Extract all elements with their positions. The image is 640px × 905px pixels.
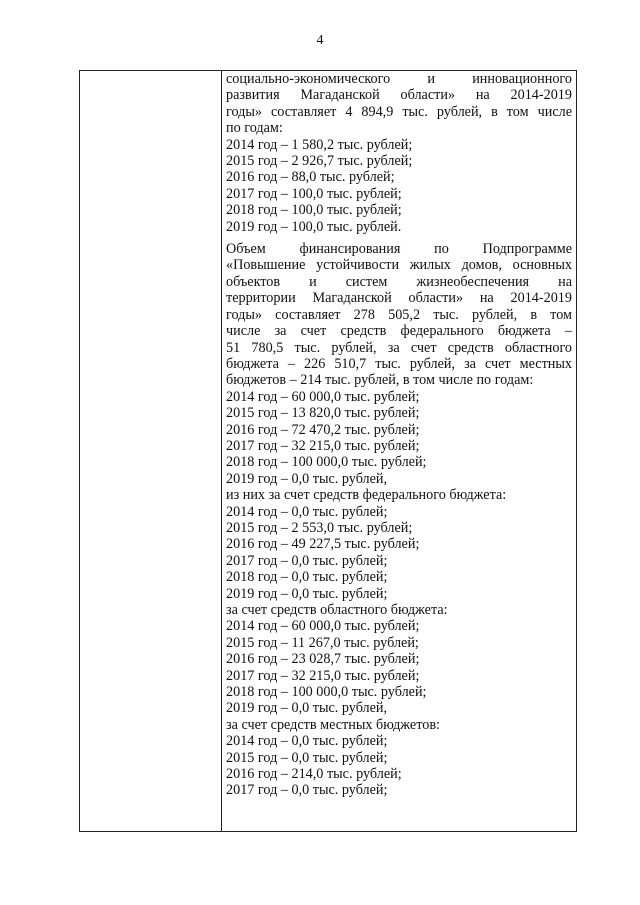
year-line: 2019 год – 0,0 тыс. рублей, bbox=[226, 470, 388, 487]
year-line: 2016 год – 49 227,5 тыс. рублей; bbox=[226, 536, 420, 553]
page-number: 4 bbox=[316, 33, 324, 48]
year-line: 2014 год – 0,0 тыс. рублей; bbox=[226, 733, 388, 750]
text-line: числе за счет средств федерального бюджета – bbox=[226, 323, 572, 340]
text-line: по годам: bbox=[226, 120, 283, 137]
year-line: 2018 год – 0,0 тыс. рублей; bbox=[226, 569, 388, 586]
year-line: 2014 год – 60 000,0 тыс. рублей; bbox=[226, 388, 420, 405]
regional-budget-heading: за счет средств областного бюджета: bbox=[226, 602, 448, 618]
year-line: 2016 год – 214,0 тыс. рублей; bbox=[226, 766, 402, 783]
year-line: 2017 год – 32 215,0 тыс. рублей; bbox=[226, 667, 420, 684]
column-divider bbox=[221, 71, 222, 831]
text-line: 51 780,5 тыс. рублей, за счет средств областного bbox=[226, 339, 572, 356]
paragraph-subprogram-funding bbox=[226, 241, 572, 799]
year-line: 2015 год – 11 267,0 тыс. рублей; bbox=[226, 634, 419, 651]
year-line: 2019 год – 100,0 тыс. рублей. bbox=[226, 218, 402, 235]
year-line: 2015 год – 2 553,0 тыс. рублей; bbox=[226, 519, 413, 536]
year-line: 2017 год – 0,0 тыс. рублей; bbox=[226, 552, 388, 569]
year-line: 2019 год – 0,0 тыс. рублей; bbox=[226, 585, 388, 602]
year-line: 2014 год – 0,0 тыс. рублей; bbox=[226, 503, 388, 520]
text-line: «Повышение устойчивости жилых домов, основных bbox=[226, 257, 572, 274]
text-line: территории Магаданской области» на 2014-2019 bbox=[226, 290, 572, 307]
text-line: годы» составляет 4 894,9 тыс. рублей, в том числе bbox=[226, 103, 572, 120]
year-line: 2019 год – 0,0 тыс. рублей, bbox=[226, 700, 388, 717]
year-line: 2017 год – 32 215,0 тыс. рублей; bbox=[226, 437, 420, 454]
table-right-column bbox=[226, 71, 572, 831]
year-line: 2018 год – 100,0 тыс. рублей; bbox=[226, 202, 402, 219]
local-budget-heading: за счет средств местных бюджетов: bbox=[226, 716, 440, 733]
year-line: 2017 год – 100,0 тыс. рублей; bbox=[226, 185, 402, 202]
year-line: 2018 год – 100 000,0 тыс. рублей; bbox=[226, 454, 427, 471]
year-line: 2018 год – 100 000,0 тыс. рублей; bbox=[226, 684, 427, 701]
document-table bbox=[79, 70, 577, 832]
text-line: бюджета – 226 510,7 тыс. рублей, за счет местных bbox=[226, 355, 572, 372]
year-line: 2016 год – 23 028,7 тыс. рублей; bbox=[226, 651, 420, 668]
text-line: объектов и систем жизнеобеспечения на bbox=[226, 273, 572, 290]
text-line: развития Магаданской области» на 2014-2019 bbox=[226, 87, 572, 104]
text-line: годы» составляет 278 505,2 тыс. рублей, в том bbox=[226, 306, 572, 323]
year-line: 2016 год – 88,0 тыс. рублей; bbox=[226, 169, 395, 186]
table-left-column bbox=[80, 71, 221, 831]
year-line: 2017 год – 0,0 тыс. рублей; bbox=[226, 782, 388, 799]
text-line: социально-экономического и инновационного bbox=[226, 71, 572, 87]
text-line: Объем финансирования по Подпрограмме bbox=[226, 241, 572, 258]
year-line: 2015 год – 13 820,0 тыс. рублей; bbox=[226, 405, 420, 422]
text-line: бюджетов – 214 тыс. рублей, в том числе по годам: bbox=[226, 372, 534, 389]
year-line: 2015 год – 2 926,7 тыс. рублей; bbox=[226, 153, 413, 170]
year-line: 2014 год – 60 000,0 тыс. рублей; bbox=[226, 618, 420, 635]
federal-budget-heading: из них за счет средств федерального бюджета: bbox=[226, 487, 507, 504]
year-line: 2016 год – 72 470,2 тыс. рублей; bbox=[226, 421, 420, 438]
year-line: 2015 год – 0,0 тыс. рублей; bbox=[226, 749, 388, 766]
year-line: 2014 год – 1 580,2 тыс. рублей; bbox=[226, 136, 413, 153]
paragraph-program-1 bbox=[226, 71, 572, 235]
